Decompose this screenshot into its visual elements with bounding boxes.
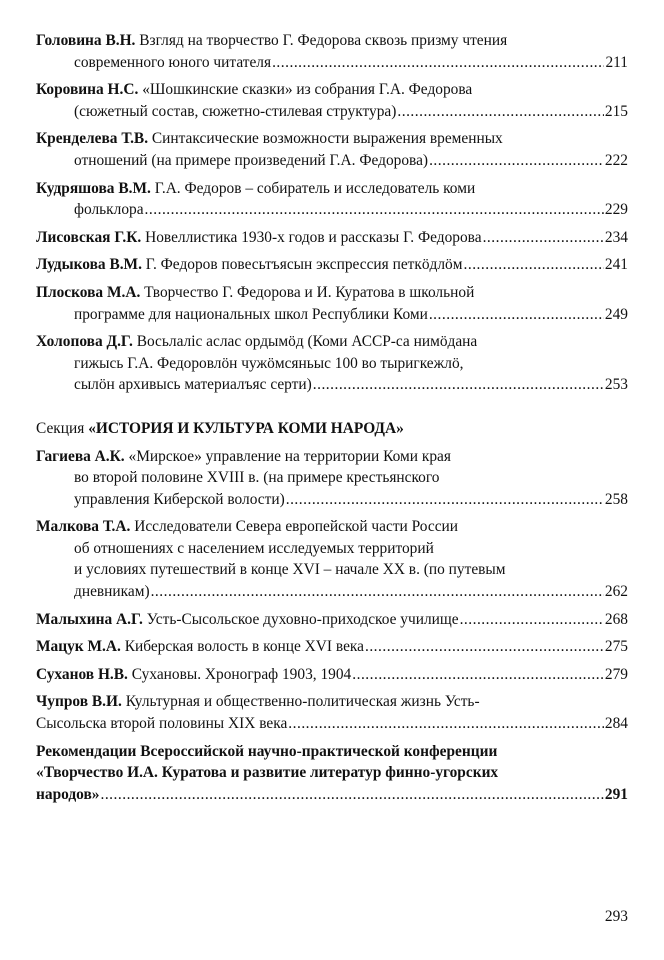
entry-title: Восьлаліс аслас ордымӧд (Коми АССР-са нимӧдана — [136, 333, 478, 351]
entry-author: Плоскова М.А. — [36, 283, 141, 301]
toc-line — [36, 374, 628, 396]
contents-list-fedorov — [36, 30, 628, 396]
entry-author: Мацук М.А. — [36, 638, 121, 656]
dot-leader — [151, 581, 604, 603]
toc-line — [36, 467, 628, 489]
entry-author: Холопова Д.Г. — [36, 333, 133, 351]
toc-entry — [36, 128, 628, 171]
toc-line — [36, 516, 628, 538]
entry-author: Суханов Н.В. — [36, 665, 128, 683]
toc-line — [36, 52, 628, 74]
toc-entry — [36, 331, 628, 396]
toc-line — [36, 636, 628, 658]
recommendations-line — [36, 784, 628, 806]
entry-title: дневникам) — [74, 583, 150, 601]
page-ref: 229 — [604, 201, 628, 219]
entry-title: Усть-Сысольское духовно-приходское училище — [146, 610, 459, 628]
dot-leader — [352, 664, 604, 686]
page-ref: 291 — [604, 785, 628, 803]
dot-leader — [397, 101, 604, 123]
toc-line — [36, 227, 628, 249]
page-ref: 234 — [604, 228, 628, 246]
toc-line — [36, 101, 628, 123]
toc-line — [36, 446, 628, 468]
entry-title: гижысь Г.А. Федоровлӧн чужӧмсяньыс 100 во тыригкежлӧ, — [74, 354, 464, 372]
contents-list-history — [36, 446, 628, 735]
entry-title: сылӧн архивысь материалъяс серти) — [74, 376, 312, 394]
page-ref: 258 — [604, 490, 628, 508]
section-name: «ИСТОРИЯ И КУЛЬТУРА КОМИ НАРОДА» — [88, 419, 404, 437]
entry-title: об отношениях с населением исследуемых территорий — [74, 539, 434, 557]
toc-entry — [36, 30, 628, 73]
toc-entry — [36, 516, 628, 602]
toc-entry — [36, 609, 628, 631]
toc-line — [36, 150, 628, 172]
toc-line — [36, 199, 628, 221]
page-ref: 275 — [604, 638, 628, 656]
dot-leader — [288, 713, 604, 735]
recommendations-line — [36, 762, 628, 784]
table-of-contents — [36, 30, 628, 805]
toc-entry — [36, 664, 628, 686]
page-ref: 284 — [604, 715, 628, 733]
entry-title: Сысольска второй половины XIX века — [36, 715, 288, 733]
recommendations-text: народов» — [36, 785, 100, 803]
toc-entry — [36, 691, 628, 734]
page-ref: 211 — [605, 53, 628, 71]
toc-line — [36, 538, 628, 560]
page-number: 293 — [604, 908, 628, 925]
toc-line — [36, 664, 628, 686]
entry-title: во второй половине XVIII в. (на примере крестьянского — [74, 469, 440, 487]
entry-author: Кренделева Т.В. — [36, 130, 149, 148]
dot-leader — [286, 489, 604, 511]
page-ref: 253 — [604, 376, 628, 394]
entry-title: и условиях путешествий в конце XVI – начале XX в. (по путевым — [74, 561, 506, 579]
toc-line — [36, 178, 628, 200]
entry-title: Культурная и общественно-политическая жизнь Усть- — [125, 693, 480, 711]
toc-line — [36, 79, 628, 101]
entry-title: Синтаксические возможности выражения временных — [151, 130, 503, 148]
entry-title: «Мирское» управление на территории Коми края — [128, 447, 451, 465]
page-ref: 222 — [604, 151, 628, 169]
page-ref: 215 — [604, 102, 628, 120]
toc-entry — [36, 178, 628, 221]
toc-entry — [36, 79, 628, 122]
entry-title: отношений (на примере произведений Г.А. Федорова) — [74, 151, 429, 169]
recommendations-line — [36, 741, 628, 763]
toc-line — [36, 713, 628, 735]
dot-leader — [145, 199, 604, 221]
toc-entry — [36, 636, 628, 658]
toc-line — [36, 489, 628, 511]
entry-title: фольклора — [74, 201, 144, 219]
entry-author: Лисовская Г.К. — [36, 228, 142, 246]
dot-leader — [460, 609, 604, 631]
entry-title: (сюжетный состав, сюжетно-стилевая структура) — [74, 102, 397, 120]
toc-line — [36, 581, 628, 603]
dot-leader — [464, 254, 604, 276]
toc-line — [36, 30, 628, 52]
recommendations-entry — [36, 741, 628, 806]
section-heading — [36, 418, 628, 440]
toc-line — [36, 559, 628, 581]
entry-title: Киберская волость в конце XVI века — [124, 638, 364, 656]
entry-author: Гагиева А.К. — [36, 447, 125, 465]
entry-author: Чупров В.И. — [36, 693, 122, 711]
entry-title: программе для национальных школ Республики Коми — [74, 305, 428, 323]
entry-title: «Шошкинские сказки» из собрания Г.А. Федорова — [142, 81, 473, 99]
toc-entry — [36, 282, 628, 325]
entry-author: Лудыкова В.М. — [36, 256, 142, 274]
toc-line — [36, 609, 628, 631]
toc-entry — [36, 446, 628, 511]
page-ref: 262 — [604, 583, 628, 601]
toc-line — [36, 304, 628, 326]
page-ref: 249 — [604, 305, 628, 323]
recommendations-text: Рекомендации Всероссийской научно-практической конференции — [36, 742, 498, 760]
entry-author: Головина В.Н. — [36, 32, 136, 49]
toc-line — [36, 691, 628, 713]
dot-leader — [313, 374, 604, 396]
dot-leader — [429, 304, 604, 326]
page-ref: 268 — [604, 610, 628, 628]
toc-line — [36, 353, 628, 375]
toc-entry — [36, 227, 628, 249]
page-ref: 279 — [604, 665, 628, 683]
entry-title: Творчество Г. Федорова и И. Куратова в школьной — [144, 283, 475, 301]
entry-author: Коровина Н.С. — [36, 81, 139, 99]
toc-line — [36, 254, 628, 276]
entry-title: Сухановы. Хронограф 1903, 1904 — [131, 665, 352, 683]
entry-title: Исследователи Севера европейской части России — [134, 518, 459, 536]
entry-author: Малыхина А.Г. — [36, 610, 143, 628]
entry-author: Малкова Т.А. — [36, 518, 131, 536]
entry-title: управления Киберской волости) — [74, 490, 285, 508]
dot-leader — [483, 227, 604, 249]
recommendations-text: «Творчество И.А. Куратова и развитие литератур финно-угорских — [36, 764, 499, 782]
entry-title: современного юного читателя — [74, 53, 272, 71]
toc-line — [36, 128, 628, 150]
entry-title: Г.А. Федоров – собиратель и исследователь коми — [154, 179, 476, 197]
page-ref: 241 — [604, 256, 628, 274]
toc-line — [36, 282, 628, 304]
toc-entry — [36, 254, 628, 276]
entry-author: Кудряшова В.М. — [36, 179, 151, 197]
dot-leader — [429, 150, 604, 172]
entry-title: Г. Федоров повесьтъясын экспрессия петкӧдлӧм — [145, 256, 463, 274]
entry-title: Новеллистика 1930-х годов и рассказы Г. Федорова — [145, 228, 482, 246]
dot-leader — [365, 636, 604, 658]
dot-leader — [272, 52, 604, 74]
dot-leader — [100, 784, 603, 806]
entry-title: Взгляд на творчество Г. Федорова сквозь призму чтения — [139, 32, 508, 49]
toc-line — [36, 331, 628, 353]
section-prefix: Секция — [36, 419, 85, 437]
